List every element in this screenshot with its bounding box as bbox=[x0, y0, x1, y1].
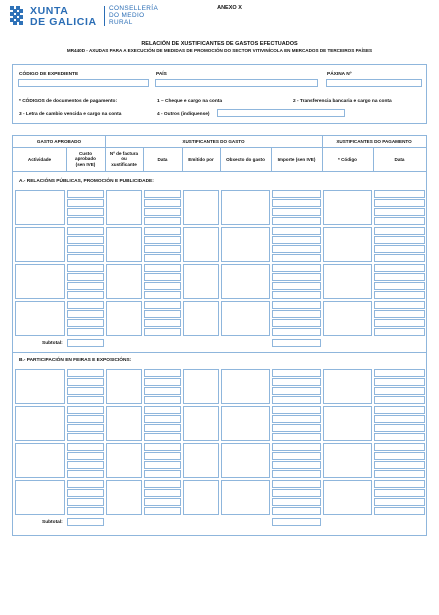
section-b-cell[interactable] bbox=[67, 461, 104, 469]
section-a-cell[interactable] bbox=[67, 199, 104, 207]
section-b-cell[interactable] bbox=[374, 424, 425, 432]
section-b-cell[interactable] bbox=[221, 369, 270, 404]
section-b-cell[interactable] bbox=[67, 424, 104, 432]
section-b-cell[interactable] bbox=[144, 415, 181, 423]
logo-line-2: DE GALICIA bbox=[30, 15, 97, 28]
paxina-label: PÁXINA Nº bbox=[327, 72, 352, 77]
section-b-cell[interactable] bbox=[67, 406, 104, 414]
section-a-cell[interactable] bbox=[144, 208, 181, 216]
section-b-cell[interactable] bbox=[144, 443, 181, 451]
section-b-cell[interactable] bbox=[272, 461, 321, 469]
section-b-cell[interactable] bbox=[67, 480, 104, 488]
section-a-cell[interactable] bbox=[374, 328, 425, 336]
section-b-cell[interactable] bbox=[374, 480, 425, 488]
section-a-cell[interactable] bbox=[15, 227, 65, 262]
header-col-divider bbox=[182, 147, 183, 171]
header-col-divider bbox=[220, 147, 221, 171]
section-a-cell[interactable] bbox=[374, 254, 425, 262]
section-b-cell[interactable] bbox=[272, 406, 321, 414]
section-b-cell[interactable] bbox=[374, 406, 425, 414]
section-a-cell[interactable] bbox=[272, 264, 321, 272]
section-b-cell[interactable] bbox=[183, 443, 219, 478]
header-col-divider bbox=[271, 147, 272, 171]
codigo-expediente-field[interactable] bbox=[18, 79, 149, 87]
section-b-cell[interactable] bbox=[144, 378, 181, 386]
section-a-cell[interactable] bbox=[374, 236, 425, 244]
section-b-cell[interactable] bbox=[15, 406, 65, 441]
section-b-cell[interactable] bbox=[323, 369, 372, 404]
section-a-cell[interactable] bbox=[272, 245, 321, 253]
section-b-cell[interactable] bbox=[144, 452, 181, 460]
section-a-cell[interactable] bbox=[144, 245, 181, 253]
section-b-cell[interactable] bbox=[374, 452, 425, 460]
section-a-cell[interactable] bbox=[67, 328, 104, 336]
section-b-cell[interactable] bbox=[272, 443, 321, 451]
section-b-cell[interactable] bbox=[272, 396, 321, 404]
section-a-cell[interactable] bbox=[144, 319, 181, 327]
section-a-cell[interactable] bbox=[67, 245, 104, 253]
section-b-cell[interactable] bbox=[67, 433, 104, 441]
section-b-cell[interactable] bbox=[15, 369, 65, 404]
section-b-cell[interactable] bbox=[67, 498, 104, 506]
section-b-cell[interactable] bbox=[67, 452, 104, 460]
section-b-cell[interactable] bbox=[15, 480, 65, 515]
section-a-cell[interactable] bbox=[183, 264, 219, 299]
paxina-field[interactable] bbox=[326, 79, 422, 87]
section-a-cell[interactable] bbox=[374, 282, 425, 290]
section-b-cell[interactable] bbox=[144, 480, 181, 488]
section-a-cell[interactable] bbox=[183, 301, 219, 336]
section-a-cell[interactable] bbox=[144, 291, 181, 299]
col-obxecto-gasto: Obxecto do gasto bbox=[226, 157, 265, 162]
section-b-cell[interactable] bbox=[374, 415, 425, 423]
section-a-cell[interactable] bbox=[67, 319, 104, 327]
section-b-cell[interactable] bbox=[67, 369, 104, 377]
col-data: Data bbox=[157, 157, 168, 162]
section-a-cell[interactable] bbox=[221, 190, 270, 225]
section-b-cell[interactable] bbox=[221, 480, 270, 515]
section-a-cell[interactable] bbox=[323, 301, 372, 336]
section-a-cell[interactable] bbox=[272, 301, 321, 309]
section-a-cell[interactable] bbox=[67, 310, 104, 318]
section-b-cell[interactable] bbox=[67, 415, 104, 423]
codigo-expediente-label: CÓDIGO DE EXPEDIENTE bbox=[19, 72, 79, 77]
section-a-cell[interactable] bbox=[374, 291, 425, 299]
section-b-cell[interactable] bbox=[144, 433, 181, 441]
section-a-cell[interactable] bbox=[144, 282, 181, 290]
section-a-cell[interactable] bbox=[272, 328, 321, 336]
section-b-cell[interactable] bbox=[183, 406, 219, 441]
section-b-cell[interactable] bbox=[374, 507, 425, 515]
section-b-cell[interactable] bbox=[106, 443, 142, 478]
section-divider bbox=[12, 352, 427, 353]
section-a-cell[interactable] bbox=[144, 236, 181, 244]
section-a-cell[interactable] bbox=[221, 264, 270, 299]
section-a-cell[interactable] bbox=[67, 264, 104, 272]
header-xustificantes-pagamento: XUSTIFICANTES DO PAGAMENTO bbox=[336, 139, 412, 144]
section-b-cell[interactable] bbox=[374, 498, 425, 506]
col-custo-line-2: aprobado bbox=[75, 156, 96, 162]
section-a-cell[interactable] bbox=[15, 190, 65, 225]
col-actividade: Actividade bbox=[27, 157, 52, 162]
section-b-cell[interactable] bbox=[323, 406, 372, 441]
section-b-cell[interactable] bbox=[221, 406, 270, 441]
section-a-cell[interactable] bbox=[144, 217, 181, 225]
section-b-cell[interactable] bbox=[374, 378, 425, 386]
section-a-cell[interactable] bbox=[221, 301, 270, 336]
col-factura bbox=[105, 151, 143, 167]
col-codigo: * Código bbox=[338, 157, 357, 162]
conselleria-line-3: RURAL bbox=[109, 19, 133, 26]
section-b-cell[interactable] bbox=[272, 480, 321, 488]
section-a-cell[interactable] bbox=[144, 190, 181, 198]
section-a-cell[interactable] bbox=[272, 190, 321, 198]
section-b-cell[interactable] bbox=[144, 498, 181, 506]
header-bottom-line bbox=[12, 171, 427, 172]
section-a-cell[interactable] bbox=[144, 273, 181, 281]
section-a-cell[interactable] bbox=[106, 190, 142, 225]
section-a-cell[interactable] bbox=[106, 227, 142, 262]
section-b-cell[interactable] bbox=[183, 369, 219, 404]
section-a-cell[interactable] bbox=[374, 190, 425, 198]
section-b-cell[interactable] bbox=[15, 443, 65, 478]
section-b-cell[interactable] bbox=[272, 507, 321, 515]
anexo-label: ANEXO X bbox=[217, 5, 242, 11]
header-col-divider bbox=[66, 147, 67, 171]
section-b-cell[interactable] bbox=[272, 415, 321, 423]
section-b-cell[interactable] bbox=[67, 470, 104, 478]
col-data-pagamento: Data bbox=[394, 157, 405, 162]
section-a-cell[interactable] bbox=[374, 264, 425, 272]
section-b-cell[interactable] bbox=[144, 387, 181, 395]
section-b-cell[interactable] bbox=[272, 424, 321, 432]
section-a-label: A.- RELACIÓNS PÚBLICAS, PROMOCIÓN E PUBLICIDADE: bbox=[19, 179, 154, 184]
section-a-cell[interactable] bbox=[272, 273, 321, 281]
section-b-cell[interactable] bbox=[221, 443, 270, 478]
section-b-cell[interactable] bbox=[67, 387, 104, 395]
section-b-cell[interactable] bbox=[67, 378, 104, 386]
section-a-cell[interactable] bbox=[183, 190, 219, 225]
section-b-cell[interactable] bbox=[272, 378, 321, 386]
section-a-cell[interactable] bbox=[374, 319, 425, 327]
section-a-cell[interactable] bbox=[15, 301, 65, 336]
section-a-cell[interactable] bbox=[323, 190, 372, 225]
section-a-cell[interactable] bbox=[272, 310, 321, 318]
section-a-cell[interactable] bbox=[67, 301, 104, 309]
code-3-text: 3 - Letra de cambio vencida e cargo na conta bbox=[19, 112, 122, 117]
section-a-cell[interactable] bbox=[221, 227, 270, 262]
section-a-cell[interactable] bbox=[374, 310, 425, 318]
section-b-cell[interactable] bbox=[272, 489, 321, 497]
section-b-cell[interactable] bbox=[374, 489, 425, 497]
col-factura-line-1: Nº de factura bbox=[109, 151, 139, 156]
subtotal-b-label: Subtotal: bbox=[42, 520, 63, 525]
section-a-cell[interactable] bbox=[272, 199, 321, 207]
pais-label: PAÍS bbox=[156, 72, 167, 77]
section-a-cell[interactable] bbox=[374, 245, 425, 253]
section-a-cell[interactable] bbox=[106, 301, 142, 336]
code-4-text: 4 - Outros (indíquense) bbox=[157, 112, 210, 117]
section-b-cell[interactable] bbox=[144, 507, 181, 515]
col-factura-line-2: ou bbox=[121, 156, 127, 162]
code-1-text: 1 – Cheque e cargo na conta bbox=[157, 99, 223, 104]
section-b-cell[interactable] bbox=[144, 406, 181, 414]
header-group-divider bbox=[105, 135, 106, 171]
section-a-cell[interactable] bbox=[67, 282, 104, 290]
section-b-cell[interactable] bbox=[144, 461, 181, 469]
section-b-cell[interactable] bbox=[323, 480, 372, 515]
section-b-cell[interactable] bbox=[374, 470, 425, 478]
section-a-cell[interactable] bbox=[67, 291, 104, 299]
section-b-cell[interactable] bbox=[106, 406, 142, 441]
section-a-cell[interactable] bbox=[272, 291, 321, 299]
col-custo-line-1: Custo bbox=[78, 151, 92, 156]
section-a-cell[interactable] bbox=[144, 264, 181, 272]
section-a-cell[interactable] bbox=[374, 199, 425, 207]
col-emitido-por: Emitido por bbox=[188, 157, 214, 162]
section-b-cell[interactable] bbox=[374, 461, 425, 469]
section-b-cell[interactable] bbox=[106, 369, 142, 404]
section-a-cell[interactable] bbox=[67, 190, 104, 198]
section-a-cell[interactable] bbox=[15, 264, 65, 299]
section-a-cell[interactable] bbox=[374, 208, 425, 216]
section-a-cell[interactable] bbox=[272, 254, 321, 262]
section-b-label: B.- PARTICIPACIÓN EN FEIRAS E EXPOSICIÓNS: bbox=[19, 358, 132, 363]
pais-field[interactable] bbox=[155, 79, 318, 87]
col-custo-aprobado bbox=[66, 151, 105, 167]
section-a-cell[interactable] bbox=[144, 199, 181, 207]
section-a-cell[interactable] bbox=[272, 236, 321, 244]
section-b-cell[interactable] bbox=[374, 443, 425, 451]
section-b-cell[interactable] bbox=[67, 396, 104, 404]
header-xustificantes-gasto: XUSTIFICANTES DO GASTO bbox=[182, 139, 245, 144]
header-group-divider bbox=[322, 135, 323, 171]
section-b-cell[interactable] bbox=[272, 452, 321, 460]
section-b-cell[interactable] bbox=[374, 396, 425, 404]
col-factura-line-3: xustificante bbox=[111, 161, 137, 167]
section-a-cell[interactable] bbox=[183, 227, 219, 262]
section-a-cell[interactable] bbox=[67, 217, 104, 225]
section-b-cell[interactable] bbox=[144, 396, 181, 404]
conselleria-line-2: DO MEDIO bbox=[109, 12, 145, 19]
col-importe: Importe (sen IVE) bbox=[277, 157, 316, 162]
section-a-cell[interactable] bbox=[144, 254, 181, 262]
section-a-cell[interactable] bbox=[67, 208, 104, 216]
section-a-cell[interactable] bbox=[323, 227, 372, 262]
section-b-cell[interactable] bbox=[272, 387, 321, 395]
section-b-cell[interactable] bbox=[272, 498, 321, 506]
logo-line-1: XUNTA bbox=[30, 5, 69, 17]
section-a-cell[interactable] bbox=[144, 328, 181, 336]
section-a-cell[interactable] bbox=[144, 227, 181, 235]
section-a-subtotal-custo[interactable] bbox=[67, 339, 104, 347]
section-a-cell[interactable] bbox=[67, 227, 104, 235]
section-b-cell[interactable] bbox=[323, 443, 372, 478]
section-a-cell[interactable] bbox=[272, 227, 321, 235]
subtotal-a-label: Subtotal: bbox=[42, 341, 63, 346]
codes-note: * CÓDIGOS de documentos de pagamento: bbox=[19, 99, 118, 104]
section-a-cell[interactable] bbox=[272, 208, 321, 216]
section-b-cell[interactable] bbox=[374, 387, 425, 395]
section-a-cell[interactable] bbox=[272, 282, 321, 290]
section-b-cell[interactable] bbox=[67, 507, 104, 515]
document-subtitle: MR440D - AXUDAS PARA A EXECUCIÓN DE MEDIDAS DE PROMOCIÓN DO SECTOR VITIVINÍCOLA EN MERCADOS DE TERCEIROS PAÍSES bbox=[66, 48, 373, 53]
section-b-subtotal-importe[interactable] bbox=[272, 518, 321, 526]
code-2-text: 2 - Transferencia bancaria e cargo na conta bbox=[293, 99, 392, 104]
section-a-cell[interactable] bbox=[323, 264, 372, 299]
section-b-cell[interactable] bbox=[144, 424, 181, 432]
document-title: RELACIÓN DE XUSTIFICANTES DE GASTOS EFECTUADOS bbox=[141, 41, 298, 47]
section-a-cell[interactable] bbox=[374, 301, 425, 309]
section-a-cell[interactable] bbox=[272, 217, 321, 225]
section-b-cell[interactable] bbox=[144, 369, 181, 377]
section-a-cell[interactable] bbox=[144, 301, 181, 309]
section-a-cell[interactable] bbox=[272, 319, 321, 327]
conselleria-line-1: CONSELLERÍA bbox=[109, 5, 159, 12]
header-col-divider bbox=[373, 147, 374, 171]
section-b-subtotal-custo[interactable] bbox=[67, 518, 104, 526]
section-a-cell[interactable] bbox=[67, 254, 104, 262]
section-a-cell[interactable] bbox=[374, 227, 425, 235]
section-a-cell[interactable] bbox=[374, 273, 425, 281]
section-a-cell[interactable] bbox=[374, 217, 425, 225]
section-b-cell[interactable] bbox=[106, 480, 142, 515]
section-a-cell[interactable] bbox=[144, 310, 181, 318]
section-a-cell[interactable] bbox=[67, 273, 104, 281]
section-b-cell[interactable] bbox=[374, 433, 425, 441]
section-b-cell[interactable] bbox=[67, 443, 104, 451]
section-b-cell[interactable] bbox=[272, 470, 321, 478]
outros-field[interactable] bbox=[217, 109, 345, 117]
section-b-cell[interactable] bbox=[183, 480, 219, 515]
section-a-cell[interactable] bbox=[67, 236, 104, 244]
section-b-cell[interactable] bbox=[144, 470, 181, 478]
col-custo-line-3: (sen IVE) bbox=[75, 161, 96, 167]
header-col-divider bbox=[143, 147, 144, 171]
section-b-cell[interactable] bbox=[374, 369, 425, 377]
section-a-subtotal-importe[interactable] bbox=[272, 339, 321, 347]
header-gasto-aprobado: GASTO APROBADO bbox=[36, 139, 82, 144]
section-b-cell[interactable] bbox=[272, 433, 321, 441]
section-b-cell[interactable] bbox=[272, 369, 321, 377]
section-a-cell[interactable] bbox=[106, 264, 142, 299]
section-b-cell[interactable] bbox=[144, 489, 181, 497]
section-b-cell[interactable] bbox=[67, 489, 104, 497]
